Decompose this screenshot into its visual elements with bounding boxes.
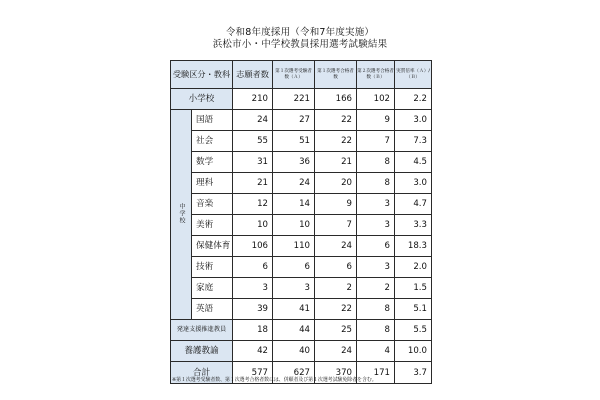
cell-applicants: 3	[233, 278, 273, 299]
cell-first-examinees: 110	[273, 236, 315, 257]
cell-ratio: 3.0	[395, 173, 432, 194]
cell-first-passers: 6	[315, 257, 357, 278]
cell-second-passers: 3	[357, 194, 395, 215]
cell-first-examinees: 6	[273, 257, 315, 278]
header-applicants: 志願者数	[233, 61, 273, 89]
cell-first-examinees: 41	[273, 299, 315, 320]
cell-first-examinees: 51	[273, 131, 315, 152]
row-label-subject: 家庭	[192, 278, 233, 299]
header-category: 受験区分・教科	[171, 61, 233, 89]
cell-second-passers: 3	[357, 215, 395, 236]
cell-ratio: 3.3	[395, 215, 432, 236]
cell-first-examinees: 40	[273, 341, 315, 362]
cell-first-examinees: 14	[273, 194, 315, 215]
row-label-subject: 理科	[192, 173, 233, 194]
cell-applicants: 42	[233, 341, 273, 362]
header-second-passers: 第２次選考合格者数（Ｂ）	[357, 61, 395, 89]
table-row-elementary	[171, 89, 432, 110]
cell-ratio: 3.0	[395, 110, 432, 131]
cell-second-passers: 6	[357, 236, 395, 257]
cell-second-passers: 4	[357, 341, 395, 362]
cell-first-passers: 24	[315, 236, 357, 257]
cell-ratio: 4.7	[395, 194, 432, 215]
cell-first-examinees: 221	[273, 89, 315, 110]
cell-applicants: 55	[233, 131, 273, 152]
cell-first-examinees: 24	[273, 173, 315, 194]
cell-second-passers: 8	[357, 173, 395, 194]
table-row-junior-high	[171, 152, 432, 173]
header-ratio: 実質倍率（Ａ）/（Ｂ）	[395, 61, 432, 89]
cell-first-passers: 7	[315, 215, 357, 236]
cell-first-passers: 21	[315, 152, 357, 173]
cell-first-passers: 25	[315, 320, 357, 341]
cell-second-passers: 8	[357, 320, 395, 341]
table-row-junior-high	[171, 215, 432, 236]
table-row-special-support	[171, 320, 432, 341]
cell-first-examinees: 10	[273, 215, 315, 236]
cell-ratio: 5.1	[395, 299, 432, 320]
row-label-subject: 国語	[192, 110, 233, 131]
cell-first-passers: 9	[315, 194, 357, 215]
table-row-junior-high	[171, 173, 432, 194]
row-label-subject: 数学	[192, 152, 233, 173]
cell-first-passers: 22	[315, 131, 357, 152]
cell-second-passers: 8	[357, 152, 395, 173]
cell-first-passers: 22	[315, 299, 357, 320]
table-row-nursing	[171, 341, 432, 362]
cell-first-examinees: 27	[273, 110, 315, 131]
cell-second-passers: 9	[357, 110, 395, 131]
cell-first-passers: 24	[315, 341, 357, 362]
cell-ratio: 5.5	[395, 320, 432, 341]
row-label-subject: 美術	[192, 215, 233, 236]
document-title-line1: 令和8年度採用（令和7年度実施）	[225, 27, 375, 38]
cell-ratio: 3.7	[395, 362, 432, 384]
footnote: ※第１次選考受験者数、第１次選考合格者数には、併願者及び第１次選考試験免除者を含む。	[172, 377, 377, 383]
table-row-junior-high	[171, 110, 432, 131]
cell-applicants: 106	[233, 236, 273, 257]
row-label-elementary: 小学校	[171, 89, 233, 110]
cell-applicants: 21	[233, 173, 273, 194]
cell-first-passers: 370	[315, 362, 357, 384]
cell-ratio: 2.0	[395, 257, 432, 278]
cell-first-examinees: 627	[273, 362, 315, 384]
cell-ratio: 18.3	[395, 236, 432, 257]
cell-applicants: 10	[233, 215, 273, 236]
cell-first-passers: 22	[315, 110, 357, 131]
cell-second-passers: 2	[357, 278, 395, 299]
group-label-junior-high	[171, 110, 192, 320]
cell-second-passers: 7	[357, 131, 395, 152]
table-row-junior-high	[171, 299, 432, 320]
cell-first-examinees: 36	[273, 152, 315, 173]
results-table	[170, 60, 432, 384]
cell-ratio: 7.3	[395, 131, 432, 152]
header-first-examinees: 第１次選考受験者数（Ａ）	[273, 61, 315, 89]
cell-applicants: 210	[233, 89, 273, 110]
header-first-passers: 第１次選考合格者数	[315, 61, 357, 89]
cell-ratio: 10.0	[395, 341, 432, 362]
row-label-special-support: 発達支援推進教員	[171, 320, 233, 341]
row-label-subject: 保健体育	[192, 236, 233, 257]
table-row-junior-high	[171, 194, 432, 215]
table-row-junior-high	[171, 257, 432, 278]
cell-applicants: 18	[233, 320, 273, 341]
cell-applicants: 31	[233, 152, 273, 173]
table-row-junior-high	[171, 131, 432, 152]
group-label-text: 中学校	[178, 202, 185, 224]
row-label-subject: 社会	[192, 131, 233, 152]
cell-ratio: 1.5	[395, 278, 432, 299]
cell-first-examinees: 3	[273, 278, 315, 299]
cell-ratio: 4.5	[395, 152, 432, 173]
row-label-subject: 技術	[192, 257, 233, 278]
row-label-total: 合計	[171, 362, 233, 384]
document-title-line2: 浜松市小・中学校教員採用選考試験結果	[212, 39, 388, 50]
row-label-subject: 音楽	[192, 194, 233, 215]
cell-ratio: 2.2	[395, 89, 432, 110]
table-row-junior-high	[171, 278, 432, 299]
cell-second-passers: 171	[357, 362, 395, 384]
cell-applicants: 24	[233, 110, 273, 131]
cell-applicants: 577	[233, 362, 273, 384]
row-label-subject: 英語	[192, 299, 233, 320]
cell-first-passers: 166	[315, 89, 357, 110]
cell-applicants: 6	[233, 257, 273, 278]
cell-second-passers: 3	[357, 257, 395, 278]
row-label-nursing: 養護教諭	[171, 341, 233, 362]
cell-first-passers: 2	[315, 278, 357, 299]
table-row-junior-high	[171, 236, 432, 257]
cell-applicants: 39	[233, 299, 273, 320]
cell-applicants: 12	[233, 194, 273, 215]
cell-second-passers: 8	[357, 299, 395, 320]
cell-first-passers: 20	[315, 173, 357, 194]
table-header-row	[171, 61, 432, 89]
cell-second-passers: 102	[357, 89, 395, 110]
cell-first-examinees: 44	[273, 320, 315, 341]
